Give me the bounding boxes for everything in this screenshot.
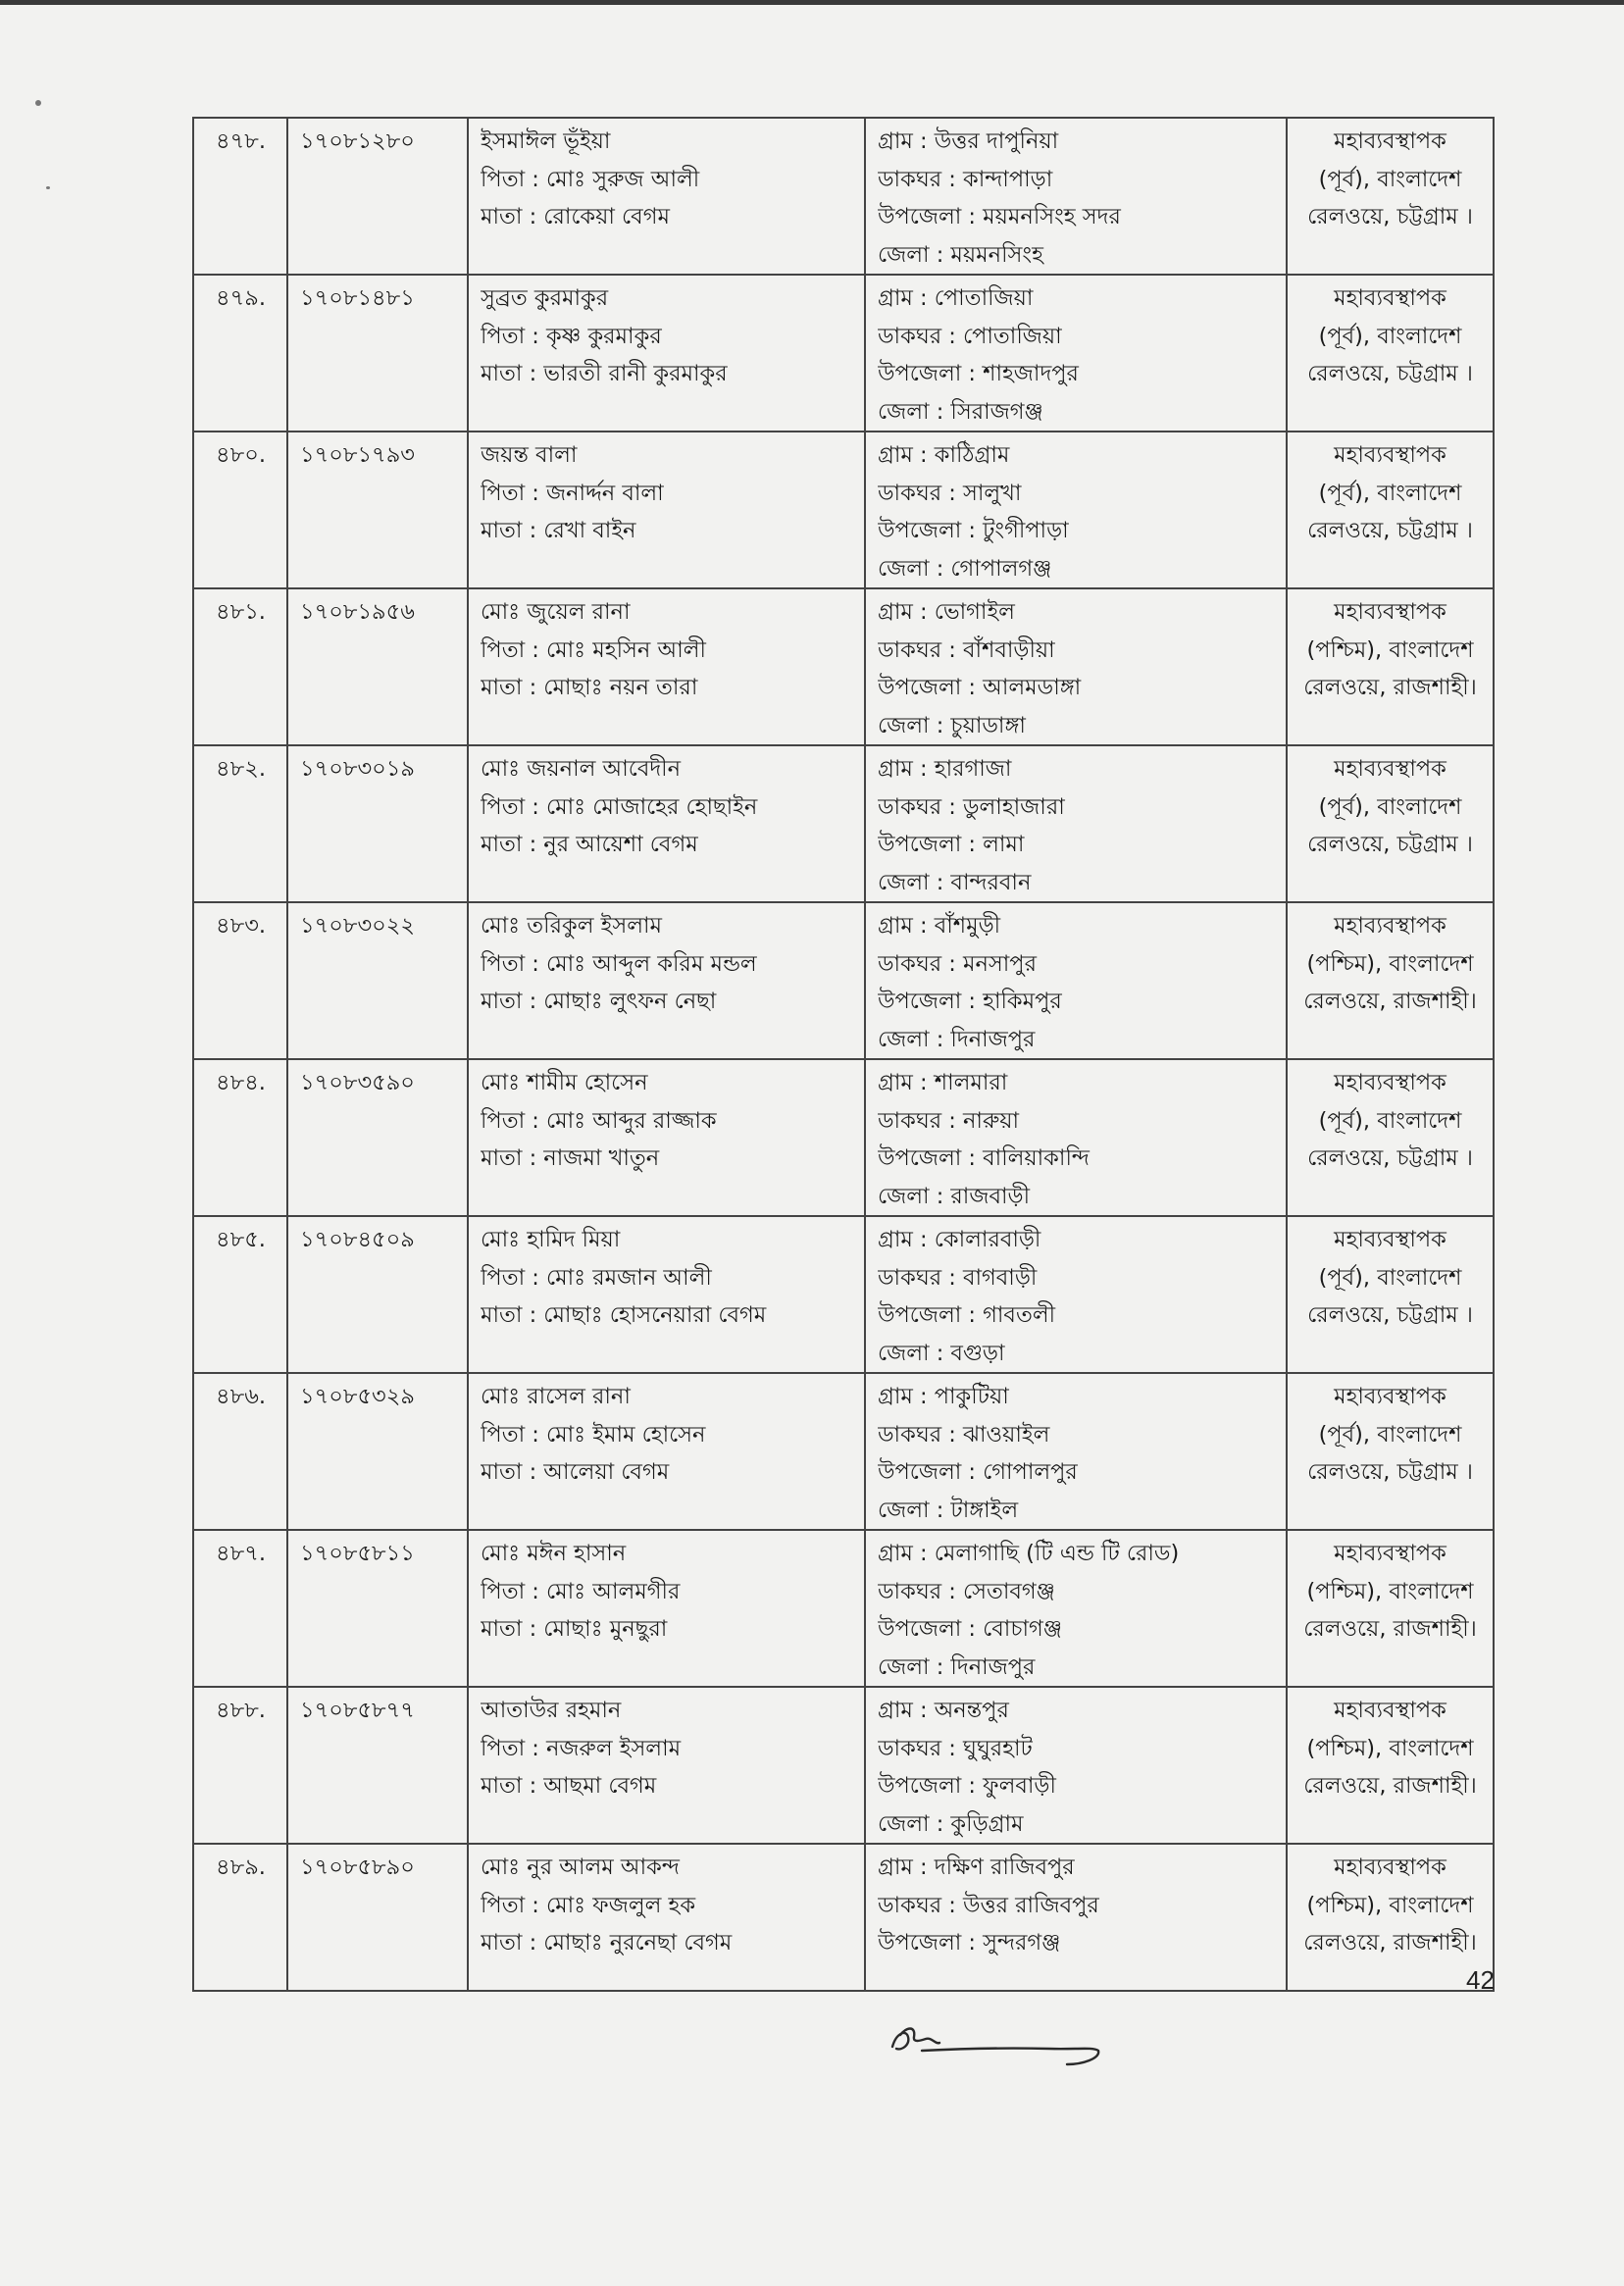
upazila: উপজেলা : হাকিমপুর xyxy=(878,989,1062,1014)
table-row xyxy=(193,1687,1494,1844)
candidate-name: মোঃ জুয়েল রানা xyxy=(481,599,631,625)
candidate-name: মোঃ হামিদ মিয়া xyxy=(481,1227,621,1252)
upazila: উপজেলা : ময়মনসিংহ সদর xyxy=(878,204,1121,229)
roll-number: ১৭০৮১৪৮১ xyxy=(300,285,415,311)
destination-line: রেলওয়ে, চট্টগ্রাম । xyxy=(1307,518,1473,543)
destination-line: রেলওয়ে, রাজশাহী। xyxy=(1303,1930,1477,1956)
post-office: ডাকঘর : ঝাওয়াইল xyxy=(878,1421,1050,1448)
destination-line: মহাব্যবস্থাপক xyxy=(1334,1070,1446,1095)
candidate-name: মোঃ মঈন হাসান xyxy=(481,1541,627,1566)
upazila: উপজেলা : লামা xyxy=(878,832,1025,857)
serial-number: ৪৮১. xyxy=(216,599,266,625)
destination-cell xyxy=(1287,1844,1494,1991)
upazila: উপজেলা : গোপালপুর xyxy=(878,1459,1078,1485)
district: জেলা : দিনাজপুর xyxy=(878,1026,1036,1052)
roll-number: ১৭০৮৫৮১১ xyxy=(300,1541,415,1566)
father-name: পিতা : মোঃ রমজান আলী xyxy=(481,1264,712,1291)
serial-number: ৪৮৬. xyxy=(216,1384,266,1409)
roll-cell xyxy=(287,1687,468,1844)
roll-number: ১৭০৮৫৩২৯ xyxy=(300,1384,415,1409)
destination-line: মহাব্যবস্থাপক xyxy=(1334,1541,1446,1566)
address-cell xyxy=(865,588,1287,745)
post-office: ডাকঘর : মনসাপুর xyxy=(878,950,1037,977)
name-cell xyxy=(468,1844,865,1991)
father-name: পিতা : মোঃ আলমগীর xyxy=(481,1578,681,1604)
roll-cell xyxy=(287,1373,468,1530)
table-row xyxy=(193,118,1494,275)
table-row xyxy=(193,432,1494,588)
scan-speck xyxy=(35,100,41,106)
name-cell xyxy=(468,1216,865,1373)
address-cell xyxy=(865,275,1287,432)
district: জেলা : গোপালগঞ্জ xyxy=(878,555,1052,582)
address-cell xyxy=(865,1216,1287,1373)
serial-number: ৪৭৯. xyxy=(216,285,266,311)
name-cell xyxy=(468,902,865,1059)
destination-line: (পশ্চিম), বাংলাদেশ xyxy=(1306,1735,1474,1761)
destination-line: (পূর্ব), বাংলাদেশ xyxy=(1318,1107,1462,1134)
father-name: পিতা : মোঃ মোজাহের হোছাইন xyxy=(481,793,758,820)
address-cell xyxy=(865,1687,1287,1844)
candidate-name: ইসমাঈল ভূঁইয়া xyxy=(481,128,611,154)
destination-line: মহাব্যবস্থাপক xyxy=(1334,1384,1446,1409)
village: গ্রাম : উত্তর দাপুনিয়া xyxy=(878,128,1059,154)
serial-cell xyxy=(193,1373,287,1530)
post-office: ডাকঘর : পোতাজিয়া xyxy=(878,323,1062,349)
destination-cell xyxy=(1287,588,1494,745)
table-row xyxy=(193,1373,1494,1530)
destination-cell xyxy=(1287,118,1494,275)
destination-cell xyxy=(1287,1687,1494,1844)
mother-name: মাতা : রোকেয়া বেগম xyxy=(481,204,670,229)
mother-name: মাতা : আলেয়া বেগম xyxy=(481,1459,670,1485)
father-name: পিতা : কৃষ্ণ কুরমাকুর xyxy=(481,323,662,349)
name-cell xyxy=(468,1530,865,1687)
father-name: পিতা : জনার্দ্দন বালা xyxy=(481,480,664,506)
serial-cell xyxy=(193,1530,287,1687)
serial-cell xyxy=(193,118,287,275)
father-name: পিতা : মোঃ আব্দুল করিম মন্ডল xyxy=(481,950,757,977)
roll-number: ১৭০৮১৭৯৩ xyxy=(300,442,415,468)
serial-cell xyxy=(193,745,287,902)
father-name: পিতা : মোঃ ইমাম হোসেন xyxy=(481,1421,706,1448)
top-edge-rule xyxy=(0,0,1624,5)
name-cell xyxy=(468,118,865,275)
village: গ্রাম : কাঠিগ্রাম xyxy=(878,442,1010,468)
destination-line: রেলওয়ে, চট্টগ্রাম । xyxy=(1307,832,1473,857)
destination-cell xyxy=(1287,275,1494,432)
destination-line: (পূর্ব), বাংলাদেশ xyxy=(1318,1264,1462,1291)
village: গ্রাম : দক্ষিণ রাজিবপুর xyxy=(878,1854,1075,1880)
district: জেলা : বগুড়া xyxy=(878,1340,1005,1366)
serial-number: ৪৮৮. xyxy=(216,1698,266,1723)
serial-cell xyxy=(193,588,287,745)
name-cell xyxy=(468,1059,865,1216)
candidate-name: জয়ন্ত বালা xyxy=(481,442,578,468)
destination-line: (পূর্ব), বাংলাদেশ xyxy=(1318,793,1462,820)
roll-cell xyxy=(287,1059,468,1216)
name-cell xyxy=(468,588,865,745)
village: গ্রাম : পাকুটিয়া xyxy=(878,1384,1009,1409)
mother-name: মাতা : নাজমা খাতুন xyxy=(481,1145,660,1171)
post-office: ডাকঘর : কান্দাপাড়া xyxy=(878,166,1053,192)
serial-cell xyxy=(193,1687,287,1844)
signature xyxy=(883,2015,1108,2074)
destination-line: (পূর্ব), বাংলাদেশ xyxy=(1318,166,1462,192)
table-row xyxy=(193,1530,1494,1687)
destination-line: মহাব্যবস্থাপক xyxy=(1334,756,1446,782)
serial-number: ৪৮৩. xyxy=(216,913,266,939)
roll-number: ১৭০৮৫৮৭৭ xyxy=(300,1698,415,1723)
destination-line: (পশ্চিম), বাংলাদেশ xyxy=(1306,1578,1474,1604)
upazila: উপজেলা : শাহজাদপুর xyxy=(878,361,1079,386)
roll-number: ১৭০৮৩০১৯ xyxy=(300,756,415,782)
name-cell xyxy=(468,1373,865,1530)
roll-number: ১৭০৮১২৮০ xyxy=(300,128,415,154)
destination-line: মহাব্যবস্থাপক xyxy=(1334,1698,1446,1723)
destination-cell xyxy=(1287,1059,1494,1216)
destination-line: মহাব্যবস্থাপক xyxy=(1334,285,1446,311)
village: গ্রাম : অনন্তপুর xyxy=(878,1698,1009,1723)
upazila: উপজেলা : আলমডাঙ্গা xyxy=(878,675,1082,700)
roll-cell xyxy=(287,902,468,1059)
mother-name: মাতা : মোছাঃ নয়ন তারা xyxy=(481,675,698,700)
village: গ্রাম : পোতাজিয়া xyxy=(878,285,1034,311)
destination-line: মহাব্যবস্থাপক xyxy=(1334,1854,1446,1880)
roll-cell xyxy=(287,588,468,745)
roll-cell xyxy=(287,118,468,275)
district: জেলা : ময়মনসিংহ xyxy=(878,241,1043,268)
district: জেলা : দিনাজপুর xyxy=(878,1653,1036,1680)
district: জেলা : টাঙ্গাইল xyxy=(878,1497,1019,1523)
destination-line: রেলওয়ে, রাজশাহী। xyxy=(1303,1773,1477,1799)
destination-line: মহাব্যবস্থাপক xyxy=(1334,599,1446,625)
post-office: ডাকঘর : ডুলাহাজারা xyxy=(878,793,1065,820)
upazila: উপজেলা : গাবতলী xyxy=(878,1302,1056,1328)
post-office: ডাকঘর : বাঁশবাড়ীয়া xyxy=(878,636,1055,663)
destination-line: মহাব্যবস্থাপক xyxy=(1334,442,1446,468)
table-row xyxy=(193,745,1494,902)
destination-cell xyxy=(1287,1216,1494,1373)
village: গ্রাম : মেলাগাছি (টি এন্ড টি রোড) xyxy=(878,1541,1180,1566)
roll-cell xyxy=(287,1530,468,1687)
address-cell xyxy=(865,1844,1287,1991)
serial-cell xyxy=(193,902,287,1059)
destination-line: মহাব্যবস্থাপক xyxy=(1334,913,1446,939)
serial-number: ৪৮৭. xyxy=(216,1541,266,1566)
candidate-name: মোঃ তরিকুল ইসলাম xyxy=(481,913,662,939)
table-row xyxy=(193,1059,1494,1216)
destination-cell xyxy=(1287,745,1494,902)
destination-line: মহাব্যবস্থাপক xyxy=(1334,128,1446,154)
table-row xyxy=(193,275,1494,432)
post-office: ডাকঘর : নারুয়া xyxy=(878,1107,1019,1134)
roll-number: ১৭০৮৩০২২ xyxy=(300,913,415,939)
roll-number: ১৭০৮৪৫০৯ xyxy=(300,1227,415,1252)
post-office: ডাকঘর : সেতাবগঞ্জ xyxy=(878,1578,1055,1604)
upazila: উপজেলা : ফুলবাড়ী xyxy=(878,1773,1056,1799)
roll-number: ১৭০৮৫৮৯০ xyxy=(300,1854,415,1880)
destination-line: রেলওয়ে, চট্টগ্রাম । xyxy=(1307,1459,1473,1485)
father-name: পিতা : নজরুল ইসলাম xyxy=(481,1735,682,1761)
serial-number: ৪৮৫. xyxy=(216,1227,266,1252)
name-cell xyxy=(468,1687,865,1844)
destination-line: রেলওয়ে, চট্টগ্রাম । xyxy=(1307,361,1473,386)
candidate-rows xyxy=(193,118,1494,1991)
post-office: ডাকঘর : সালুখা xyxy=(878,480,1022,506)
address-cell xyxy=(865,1059,1287,1216)
candidate-name: আতাউর রহমান xyxy=(481,1698,622,1723)
mother-name: মাতা : মোছাঃ লুৎফন নেছা xyxy=(481,989,717,1014)
destination-cell xyxy=(1287,1373,1494,1530)
destination-line: (পশ্চিম), বাংলাদেশ xyxy=(1306,1892,1474,1918)
destination-line: রেলওয়ে, রাজশাহী। xyxy=(1303,1616,1477,1642)
serial-cell xyxy=(193,432,287,588)
page-number: 42 xyxy=(1466,1965,1495,1995)
serial-number: ৪৮৪. xyxy=(216,1070,266,1095)
candidate-table xyxy=(192,117,1495,1992)
mother-name: মাতা : আছমা বেগম xyxy=(481,1773,657,1799)
candidate-name: মোঃ রাসেল রানা xyxy=(481,1384,631,1409)
destination-line: (পূর্ব), বাংলাদেশ xyxy=(1318,1421,1462,1448)
district: জেলা : রাজবাড়ী xyxy=(878,1183,1031,1209)
mother-name: মাতা : নুর আয়েশা বেগম xyxy=(481,832,698,857)
father-name: পিতা : মোঃ আব্দুর রাজ্জাক xyxy=(481,1107,717,1134)
mother-name: মাতা : মোছাঃ হোসনেয়ারা বেগম xyxy=(481,1302,767,1328)
destination-line: রেলওয়ে, রাজশাহী। xyxy=(1303,989,1477,1014)
address-cell xyxy=(865,902,1287,1059)
father-name: পিতা : মোঃ ফজলুল হক xyxy=(481,1892,696,1918)
table-row xyxy=(193,1844,1494,1991)
table-row xyxy=(193,902,1494,1059)
father-name: পিতা : মোঃ সুরুজ আলী xyxy=(481,166,700,192)
post-office: ডাকঘর : ঘুঘুরহাট xyxy=(878,1735,1033,1761)
roll-cell xyxy=(287,1844,468,1991)
mother-name: মাতা : মোছাঃ নুরনেছা বেগম xyxy=(481,1930,733,1956)
district: জেলা : চুয়াডাঙ্গা xyxy=(878,712,1026,738)
roll-cell xyxy=(287,745,468,902)
serial-cell xyxy=(193,275,287,432)
upazila: উপজেলা : বোচাগঞ্জ xyxy=(878,1616,1062,1642)
destination-line: রেলওয়ে, চট্টগ্রাম । xyxy=(1307,1302,1473,1328)
upazila: উপজেলা : বালিয়াকান্দি xyxy=(878,1145,1090,1171)
district: জেলা : সিরাজগঞ্জ xyxy=(878,398,1043,425)
mother-name: মাতা : রেখা বাইন xyxy=(481,518,636,543)
village: গ্রাম : হারগাজা xyxy=(878,756,1012,782)
destination-line: (পশ্চিম), বাংলাদেশ xyxy=(1306,950,1474,977)
address-cell xyxy=(865,118,1287,275)
serial-cell xyxy=(193,1216,287,1373)
roll-cell xyxy=(287,275,468,432)
destination-cell xyxy=(1287,902,1494,1059)
destination-line: রেলওয়ে, চট্টগ্রাম । xyxy=(1307,204,1473,229)
mother-name: মাতা : মোছাঃ মুনছুরা xyxy=(481,1616,668,1642)
destination-line: (পূর্ব), বাংলাদেশ xyxy=(1318,480,1462,506)
destination-cell xyxy=(1287,432,1494,588)
father-name: পিতা : মোঃ মহসিন আলী xyxy=(481,636,706,663)
district: জেলা : কুড়িগ্রাম xyxy=(878,1810,1024,1837)
serial-number: ৪৮৯. xyxy=(216,1854,266,1880)
district: জেলা : বান্দরবান xyxy=(878,869,1032,895)
candidate-name: সুব্রত কুরমাকুর xyxy=(481,285,609,311)
name-cell xyxy=(468,745,865,902)
post-office: ডাকঘর : বাগবাড়ী xyxy=(878,1264,1038,1291)
destination-line: (পূর্ব), বাংলাদেশ xyxy=(1318,323,1462,349)
serial-number: ৪৮০. xyxy=(216,442,266,468)
roll-number: ১৭০৮১৯৫৬ xyxy=(300,599,415,625)
candidate-name: মোঃ নুর আলম আকন্দ xyxy=(481,1854,680,1880)
roll-cell xyxy=(287,432,468,588)
roll-number: ১৭০৮৩৫৯০ xyxy=(300,1070,415,1095)
name-cell xyxy=(468,275,865,432)
table-row xyxy=(193,1216,1494,1373)
upazila: উপজেলা : সুন্দরগঞ্জ xyxy=(878,1930,1061,1956)
serial-number: ৪৮২. xyxy=(216,756,266,782)
address-cell xyxy=(865,1530,1287,1687)
village: গ্রাম : বাঁশমুড়ী xyxy=(878,913,1001,939)
address-cell xyxy=(865,432,1287,588)
post-office: ডাকঘর : উত্তর রাজিবপুর xyxy=(878,1892,1099,1918)
village: গ্রাম : শালমারা xyxy=(878,1070,1008,1095)
name-cell xyxy=(468,432,865,588)
village: গ্রাম : ভোগাইল xyxy=(878,599,1015,625)
mother-name: মাতা : ভারতী রানী কুরমাকুর xyxy=(481,361,728,386)
roll-cell xyxy=(287,1216,468,1373)
scan-speck xyxy=(46,186,50,189)
destination-line: (পশ্চিম), বাংলাদেশ xyxy=(1306,636,1474,663)
upazila: উপজেলা : টুংগীপাড়া xyxy=(878,518,1069,543)
candidate-name: মোঃ শামীম হোসেন xyxy=(481,1070,648,1095)
serial-cell xyxy=(193,1844,287,1991)
candidate-name: মোঃ জয়নাল আবেদীন xyxy=(481,756,682,782)
address-cell xyxy=(865,745,1287,902)
village: গ্রাম : কোলারবাড়ী xyxy=(878,1227,1041,1252)
address-cell xyxy=(865,1373,1287,1530)
serial-cell xyxy=(193,1059,287,1216)
destination-line: রেলওয়ে, চট্টগ্রাম । xyxy=(1307,1145,1473,1171)
destination-cell xyxy=(1287,1530,1494,1687)
destination-line: রেলওয়ে, রাজশাহী। xyxy=(1303,675,1477,700)
destination-line: মহাব্যবস্থাপক xyxy=(1334,1227,1446,1252)
table-row xyxy=(193,588,1494,745)
serial-number: ৪৭৮. xyxy=(216,128,266,154)
